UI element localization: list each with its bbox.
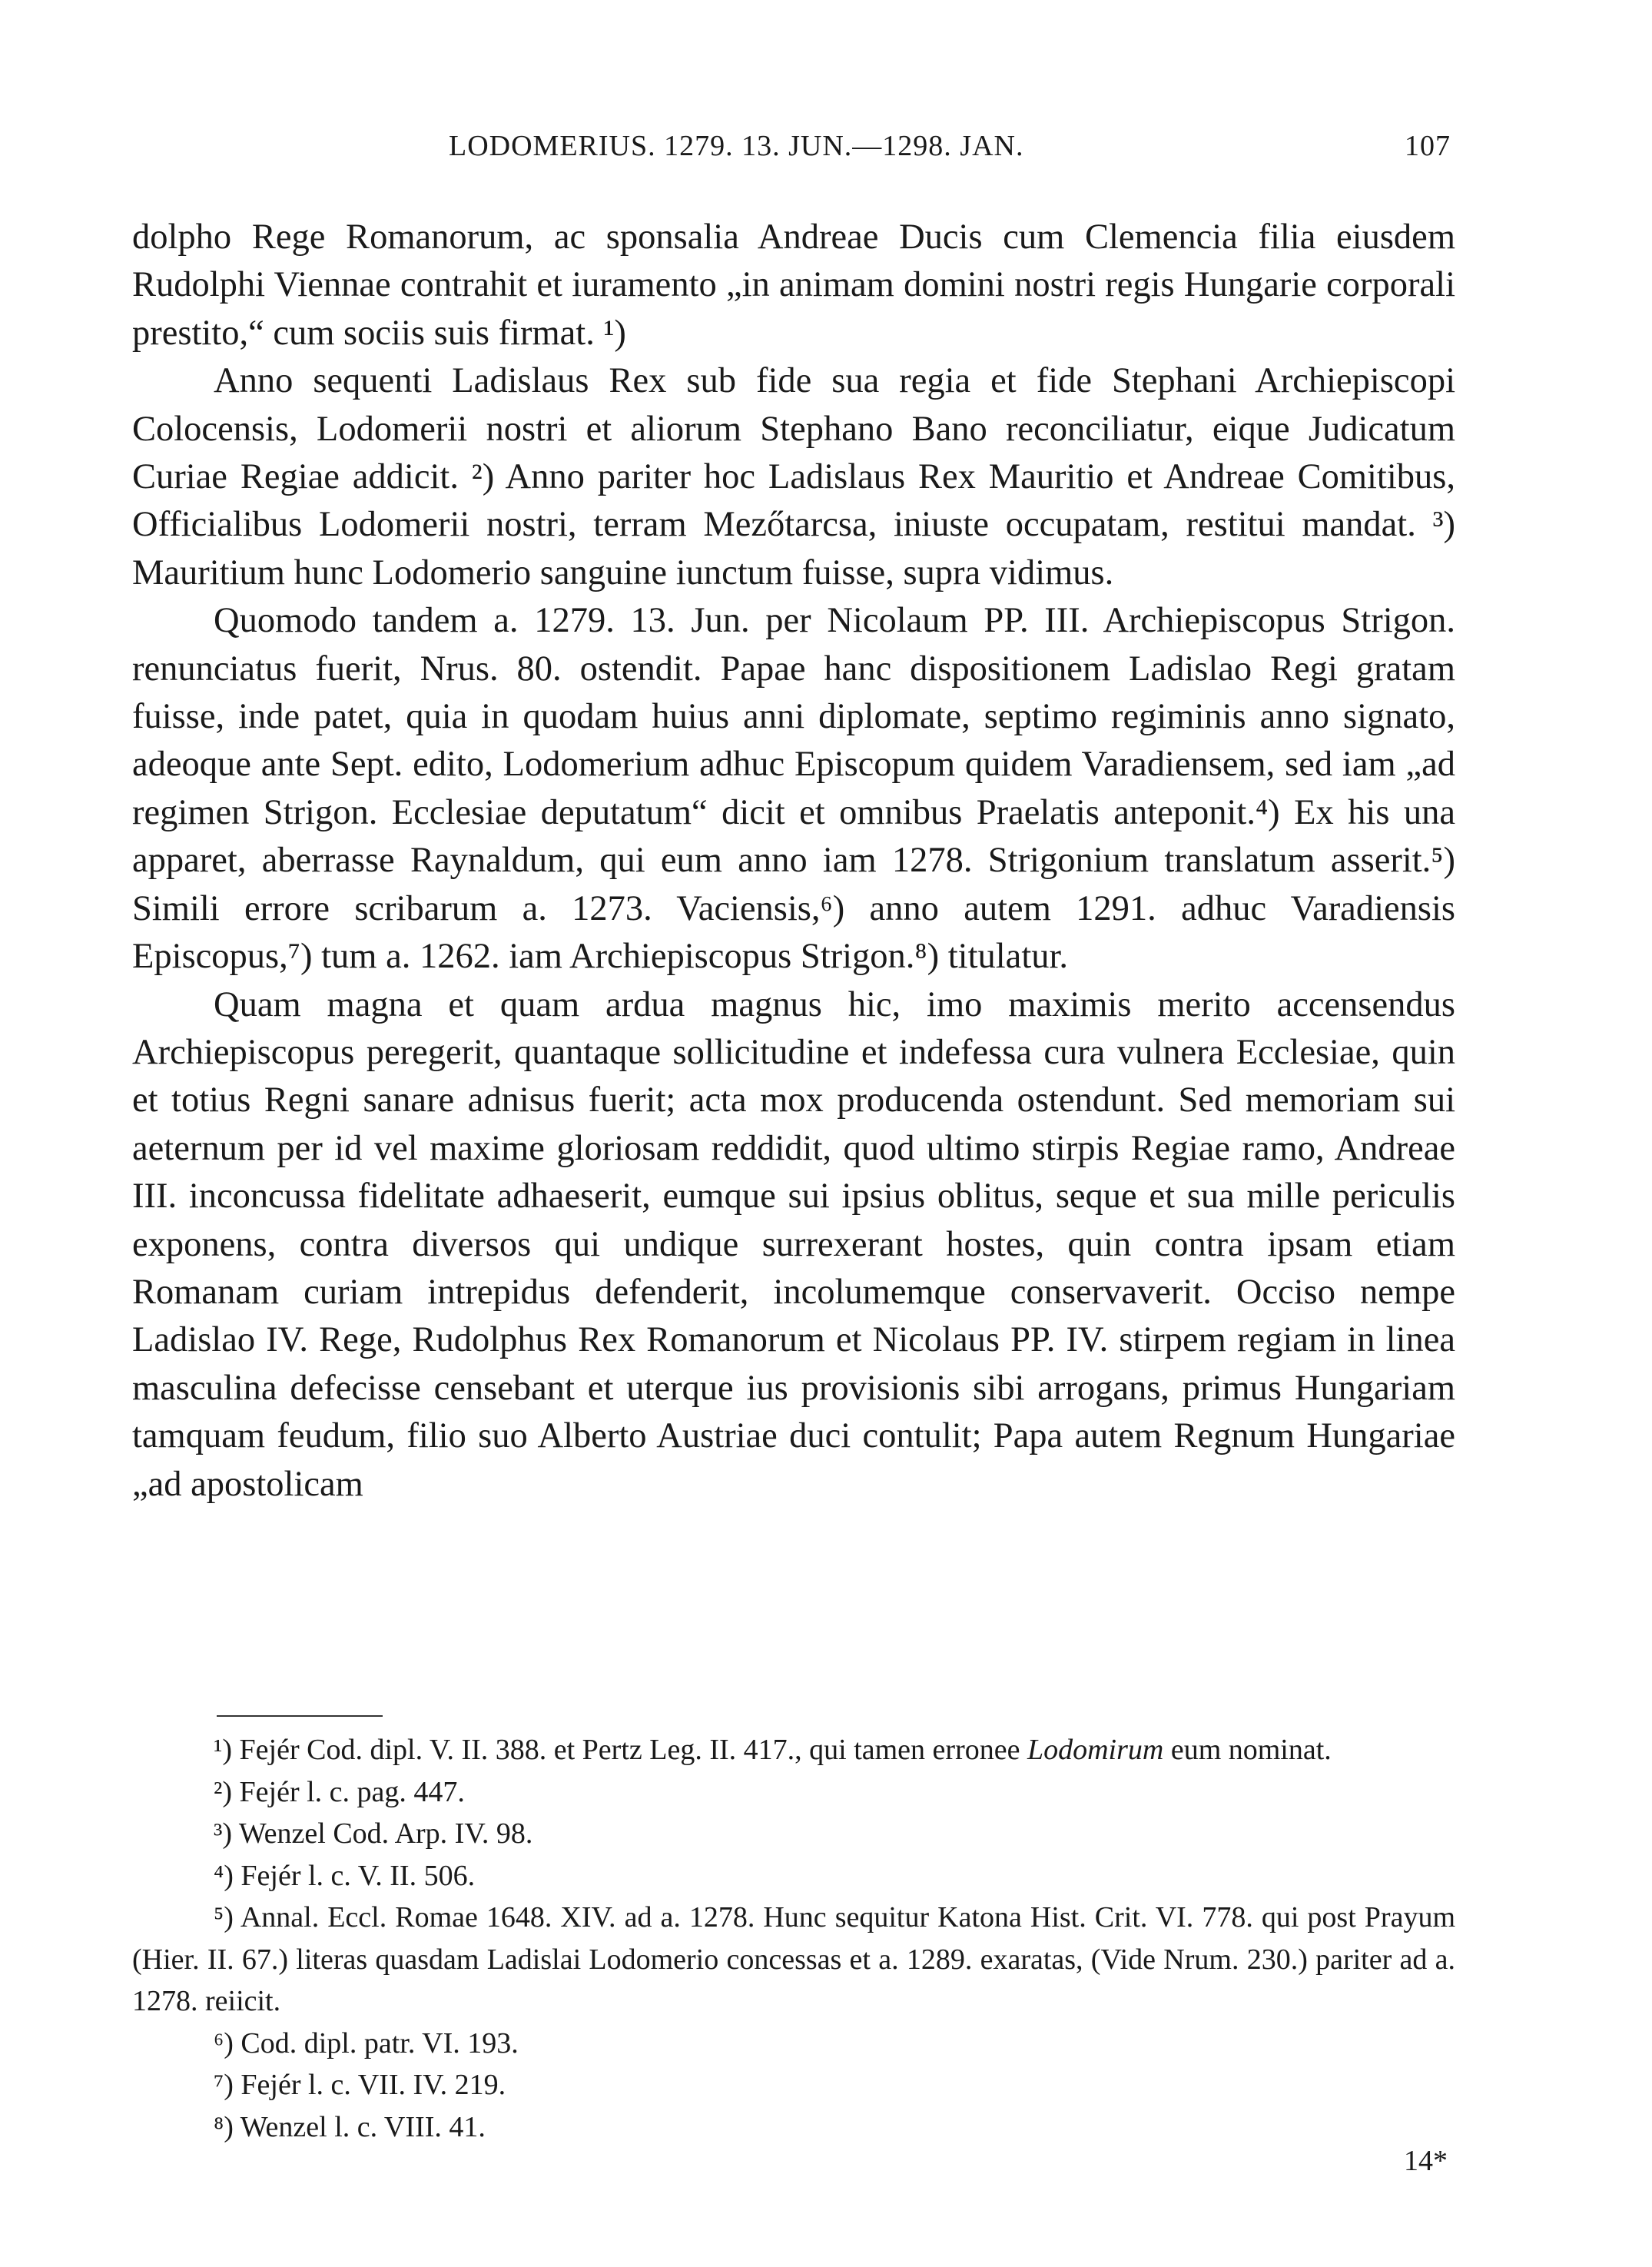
footnote-text: Fejér Cod. dipl. V. II. 388. et Pertz Leg. II. 417., qui tamen erronee: [232, 1734, 1027, 1766]
paragraph-4: Quam magna et quam ardua magnus hic, imo maximis merito accensendus Archiepiscopus peregerit, quantaque sollicitudine et indefessa cura vulnera Ecclesiae, quin et totius Regni sanare adnisus fuerit; acta mox producenda ostendunt. Sed memoriam sui aeternum per id vel maxime gloriosam reddidit, quod ultimo stirpis Regiae ramo, Andreae III. inconcussa fidelitate adhaeserit, eumque sui ipsius oblitus, seque et sua mille periculis exponens, contra diversos qui undique surrexerant hostes, quin contra ipsam etiam Romanam curiam intrepidus defenderit, incolumemque conservaverit. Occiso nempe Ladislao IV. Rege, Rudolphus Rex Romanorum et Nicolaus PP. IV. stirpem regiam in linea masculina defecisse censebant et uterque ius provisionis sibi arrogans, primus Hungariam tamquam feudum, filio suo Alberto Austriae duci contulit; Papa autem Regnum Hungariae „ad apostolicam: [132, 984, 1455, 1504]
footnote-mark: ⁸): [214, 2110, 234, 2143]
paragraph-1: dolpho Rege Romanorum, ac sponsalia Andreae Ducis cum Clemencia filia eiusdem Rudolphi Viennae contrahit et iuramento „in animam domini nostri regis Hungarie corporali prestito,“ cum sociis suis firmat. ¹): [132, 217, 1455, 353]
footnote-5: [132, 1897, 1455, 2023]
footnote-mark: ⁵): [214, 1901, 234, 1933]
paragraph-2: Anno sequenti Ladislaus Rex sub fide sua regia et fide Stephani Archiepiscopi Colocensis, Lodomerii nostri et aliorum Stephano Bano reconciliatur, eique Judicatum Curiae Regiae addicit. ²) Anno pariter hoc Ladislaus Rex Mauritio et Andreae Comitibus, Officialibus Lodomerii nostri, terram Mezőtarcsa, iniuste occupatam, restitui mandat. ³) Mauritium hunc Lodomerio sanguine iunctum fuisse, supra vidimus.: [132, 361, 1455, 592]
footnote-italic: Lodomirum: [1027, 1734, 1164, 1766]
footnote-mark: ⁷): [214, 2069, 234, 2101]
footnote-7: [132, 2064, 1455, 2106]
footnote-text: Cod. dipl. patr. VI. 193.: [233, 2026, 519, 2060]
footnote-text: Fejér l. c. VII. IV. 219.: [233, 2069, 506, 2101]
footnote-6: [132, 2023, 1455, 2065]
footnote-mark: ²): [214, 1775, 233, 1808]
body-text: [132, 214, 1455, 1509]
footnote-8: [132, 2106, 1455, 2149]
footnote-mark: ⁴): [214, 1859, 234, 1892]
signature-mark: 14*: [1404, 2145, 1448, 2177]
running-head: [132, 129, 1455, 175]
footnote-text: Fejér l. c. pag. 447.: [232, 1775, 465, 1808]
page-number: 107: [1405, 130, 1451, 162]
paragraph-3: Quomodo tandem a. 1279. 13. Jun. per Nicolaum PP. III. Archiepiscopus Strigon. renunciatus fuerit, Nrus. 80. ostendit. Papae hanc dispositionem Ladislao Regi gratam fuisse, inde patet, quia in quodam huius anni diplomate, septimo regiminis anno signato, adeoque ante Sept. edito, Lodomerium adhuc Episcopum quidem Varadiensem, sed iam „ad regimen Strigon. Ecclesiae deputatum“ dicit et omnibus Praelatis anteponit.⁴) Ex his una apparet, aberrasse Raynaldum, qui eum anno iam 1278. Strigonium translatum asserit.⁵) Simili errore scribarum a. 1273. Vaciensis,⁶) anno autem 1291. adhuc Varadiensis Episcopus,⁷) tum a. 1262. iam Archiepiscopus Strigon.⁸) titulatur.: [132, 601, 1455, 977]
footnote-mark: ⁶): [214, 2026, 234, 2060]
footnote-mark: ³): [214, 1817, 233, 1850]
footnote-mark: ¹): [214, 1734, 233, 1766]
running-title: LODOMERIUS. 1279. 13. JUN.—1298. JAN.: [449, 130, 1024, 162]
footnote-text: Annal. Eccl. Romae 1648. XIV. ad a. 1278. Hunc sequitur Katona Hist. Crit. VI. 778. qui post Prayum (Hier. II. 67.) literas quasdam Ladislai Lodomerio concessas et a. 1289. exaratas, (Vide Nrum. 230.) pariter ad a. 1278. reiicit.: [132, 1901, 1455, 2017]
footnote-3: [132, 1813, 1455, 1855]
footnote-text: Wenzel Cod. Arp. IV. 98.: [232, 1817, 533, 1850]
footnote-1: [132, 1729, 1455, 1771]
footnotes: [132, 1729, 1455, 2148]
footnote-text: Wenzel l. c. VIII. 41.: [233, 2110, 486, 2143]
footnote-4: [132, 1855, 1455, 1897]
footnote-separator: [217, 1715, 383, 1717]
footnote-text-end: eum nominat.: [1163, 1734, 1332, 1766]
footnote-text: Fejér l. c. V. II. 506.: [233, 1859, 476, 1892]
book-page: [132, 0, 1455, 2267]
footnote-2: [132, 1771, 1455, 1814]
